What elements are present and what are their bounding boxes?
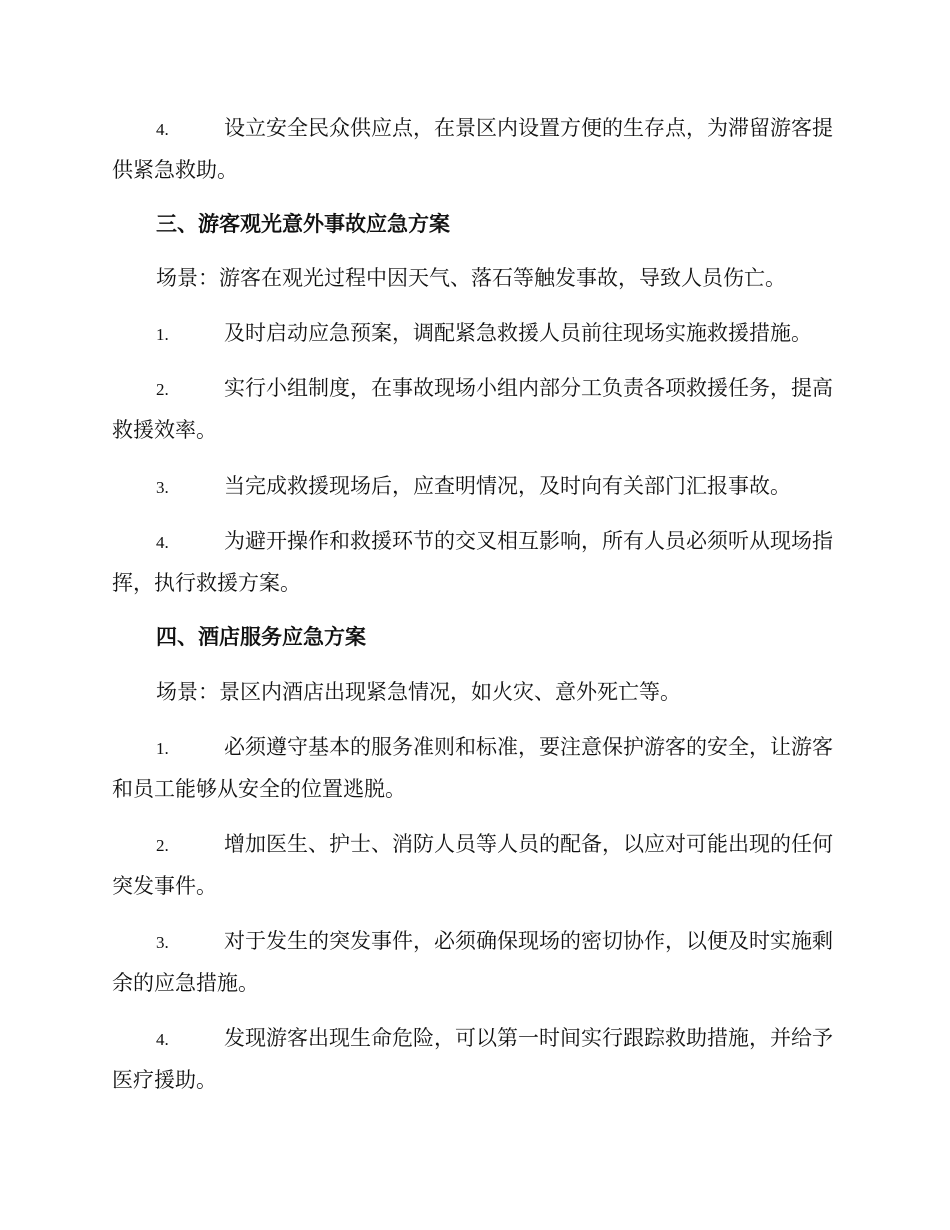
list-item-text: 及时启动应急预案，调配紧急救援人员前往现场实施救援措施。 (224, 321, 812, 345)
list-item-number: 4. (156, 533, 169, 552)
list-item (112, 921, 834, 1003)
list-item-text: 增加医生、护士、消防人员等人员的配备，以应对可能出现的任何突发事件。 (112, 832, 833, 898)
list-item-text: 当完成救援现场后，应查明情况，及时向有关部门汇报事故。 (224, 474, 791, 498)
list-item-number: 1. (156, 739, 169, 758)
section-heading: 三、游客观光意外事故应急方案 (156, 211, 450, 236)
list-item-number: 1. (156, 325, 169, 344)
scenario-paragraph: 场景：游客在观光过程中因天气、落石等触发事故，导致人员伤亡。 (156, 266, 786, 290)
list-item (112, 521, 834, 603)
list-item-text: 对于发生的突发事件，必须确保现场的密切协作，以便及时实施剩余的应急措施。 (112, 929, 833, 995)
section-heading: 四、酒店服务应急方案 (156, 624, 366, 649)
list-item (112, 824, 834, 906)
scenario-paragraph: 场景：景区内酒店出现紧急情况，如火灾、意外死亡等。 (156, 680, 681, 704)
list-item-text: 实行小组制度，在事故现场小组内部分工负责各项救援任务，提高救援效率。 (112, 376, 833, 442)
list-item-number: 4. (156, 120, 169, 139)
list-item (112, 1018, 834, 1100)
list-item-text: 必须遵守基本的服务准则和标准，要注意保护游客的安全，让游客和员工能够从安全的位置逃脱。 (112, 735, 833, 801)
list-item-number: 3. (156, 933, 169, 952)
list-item-text: 为避开操作和救援环节的交叉相互影响，所有人员必须听从现场指挥，执行救援方案。 (112, 529, 833, 595)
list-item (112, 368, 834, 450)
list-item-number: 2. (156, 380, 169, 399)
list-item-text: 设立安全民众供应点，在景区内设置方便的生存点，为滞留游客提供紧急救助。 (112, 116, 833, 182)
list-item-number: 2. (156, 836, 169, 855)
list-item (112, 313, 834, 355)
list-item-number: 3. (156, 478, 169, 497)
list-item (112, 466, 834, 508)
list-item-number: 4. (156, 1030, 169, 1049)
list-item-text: 发现游客出现生命危险，可以第一时间实行跟踪救助措施，并给予医疗援助。 (112, 1026, 833, 1092)
list-item (112, 727, 834, 809)
list-item (112, 108, 834, 190)
